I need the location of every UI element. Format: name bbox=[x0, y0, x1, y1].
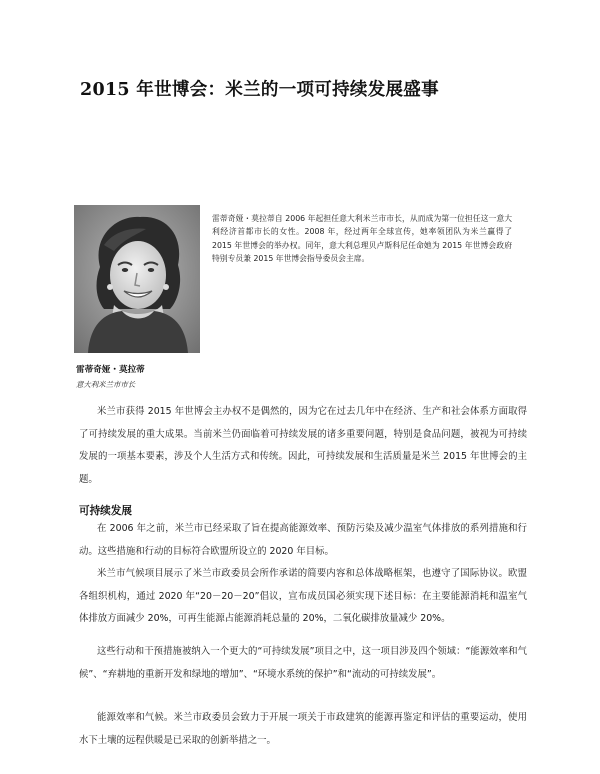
portrait-caption: 雷蒂奇娅・莫拉蒂自 2006 年起担任意大利米兰市市长，从而成为第一位担任这一意大利经济首都市长的女性。2008 年，经过两年全球宣传，她率领团队为米兰赢得了 2015 年世博会的举办权。同年，意大利总理贝卢斯科尼任命她为 2015 年世博会政府特别专员兼 2015 年世博会指导委员会主席。 bbox=[212, 214, 512, 264]
section-heading: 可持续发展 bbox=[79, 505, 132, 517]
section-paragraph: 米兰市气候项目展示了米兰市政委员会所作承诺的简要内容和总体战略框架，也遵守了国际协议。欧盟各组织机构，通过 2020 年“20－20－20”倡议，宣布成员国必须实现下述目标：在主要能源消耗和温室气体排放方面减少 20%，可再生能源占能源消耗总量的 20%，二氧化碳排放量减少 20%。 bbox=[79, 568, 527, 625]
section-paragraph: 在 2006 年之前，米兰市已经采取了旨在提高能源效率、预防污染及减少温室气体排放的系列措施和行动。这些措施和行动的目标符合欧盟所设立的 2020 年目标。 bbox=[79, 523, 527, 557]
portrait-image bbox=[74, 205, 200, 353]
page-title: 2015 年世博会：米兰的一项可持续发展盛事 bbox=[80, 80, 439, 100]
person-role: 意大利米兰市市长 bbox=[76, 380, 136, 389]
person-name: 雷蒂奇娅・莫拉蒂 bbox=[76, 365, 145, 375]
intro-paragraph: 米兰市获得 2015 年世博会主办权不是偶然的，因为它在过去几年中在经济、生产和社会体系方面取得了可持续发展的重大成果。当前米兰仍面临着可持续发展的诸多重要问题，特别是食品问题，被视为可持续发展的一项基本要素，涉及个人生活方式和传统。因此，可持续发展和生活质量是米兰 2015 年世博会的主题。 bbox=[79, 406, 527, 485]
portrait-photo bbox=[74, 205, 200, 353]
section-paragraph: 这些行动和干预措施被纳入一个更大的“可持续发展”项目之中，这一项目涉及四个领域：“能源效率和气候”、“弃耕地的重新开发和绿地的增加”、“环境水系统的保护”和“流动的可持续发展”。 bbox=[79, 646, 527, 680]
section-paragraph: 能源效率和气候。米兰市政委员会致力于开展一项关于市政建筑的能源再鉴定和评估的重要运动，使用水下土壤的远程供暖是已采取的创新举措之一。 bbox=[79, 712, 527, 746]
